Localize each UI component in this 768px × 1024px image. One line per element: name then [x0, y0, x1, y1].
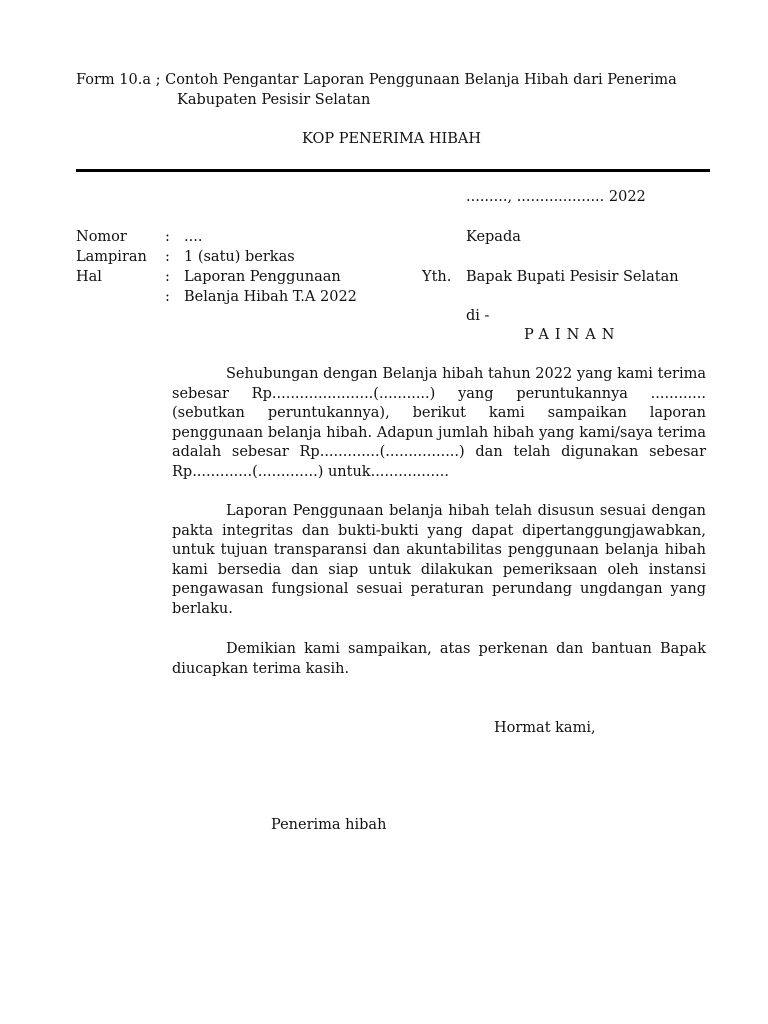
letter-body-paragraph-1 [172, 365, 706, 482]
paragraph-2-text: Laporan Penggunaan belanja hibah telah disusun sesuai dengan pakta integritas dan bukti-bukti yang dapat dipertanggungjawabkan, untuk tujuan transparansi dan akuntabilitas penggunaan belanja hibah kami bersedia dan siap untuk dilakukan pemeriksaan oleh instansi pengawasan fungsional sesuai peraturan perundang ungdangan yang berlaku. [172, 503, 706, 617]
hal-colon: : [165, 269, 170, 285]
yth-label: Yth. [422, 269, 452, 285]
lampiran-colon: : [165, 249, 170, 265]
nomor-value: .... [184, 229, 203, 245]
letter-body-paragraph-2 [172, 502, 706, 619]
hal-value-line1: Laporan Penggunaan [184, 269, 341, 285]
signer-title: Penerima hibah [271, 817, 387, 833]
paragraph-1-text: Sehubungan dengan Belanja hibah tahun 2022 yang kami terima sebesar Rp......................(...........) yang peruntukannya ............(sebutkan peruntukannya), berikut kami sampaikan laporan penggunaan belanja hibah. Adapun jumlah hibah yang kami/saya terima adalah sebesar Rp.............(................) dan telah digunakan sebesar Rp.............(.............) untuk................. [172, 366, 706, 480]
lampiran-value: 1 (satu) berkas [184, 249, 295, 265]
form-subtitle: Kabupaten Pesisir Selatan [177, 92, 371, 108]
letterhead-divider [76, 169, 710, 172]
lampiran-label: Lampiran [76, 249, 147, 265]
nomor-label: Nomor [76, 229, 127, 245]
form-title: Form 10.a ; Contoh Pengantar Laporan Penggunaan Belanja Hibah dari Penerima [76, 72, 677, 88]
hal-value-line2: Belanja Hibah T.A 2022 [184, 289, 357, 305]
hal-label: Hal [76, 269, 102, 285]
hal-colon-2: : [165, 289, 170, 305]
recipient-name: Bapak Bupati Pesisir Selatan [466, 269, 679, 285]
letterhead-placeholder: KOP PENERIMA HIBAH [302, 131, 482, 147]
closing-regards: Hormat kami, [494, 720, 596, 736]
date-line: ........., ................... 2022 [466, 189, 646, 205]
recipient-city: PAINAN [524, 327, 621, 343]
kepada-label: Kepada [466, 229, 521, 245]
nomor-colon: : [165, 229, 170, 245]
letter-body-paragraph-3 [172, 640, 706, 679]
paragraph-3-text: Demikian kami sampaikan, atas perkenan dan bantuan Bapak diucapkan terima kasih. [172, 641, 706, 677]
di-label: di - [466, 308, 490, 324]
